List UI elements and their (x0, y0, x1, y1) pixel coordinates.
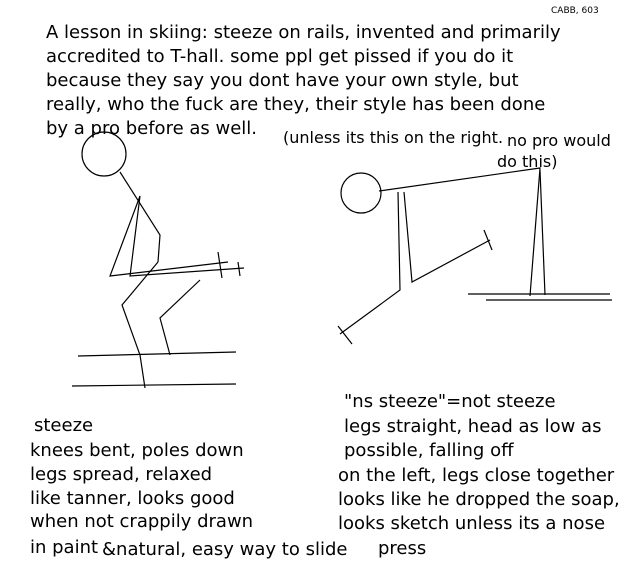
left-stick-figure (72, 132, 244, 388)
left-caption-tail: &natural, easy way to slide (102, 539, 348, 560)
left-figure-arm-back (130, 196, 244, 276)
right-figure-ski-right (484, 230, 492, 250)
aside-part-3: do this) (497, 152, 558, 171)
left-figure-leg-right (160, 280, 200, 355)
left-caption-line-6: in paint (30, 537, 99, 558)
left-caption-line-3: legs spread, relaxed (30, 464, 213, 485)
right-caption-line-3: possible, falling off (344, 440, 514, 461)
right-stick-figure (338, 168, 612, 344)
right-figure-leg-left (340, 192, 400, 334)
signature: CABB, 603 (551, 6, 599, 16)
aside-part-2: no pro would (507, 131, 611, 150)
left-figure-ski-2 (72, 384, 236, 386)
intro-line-1: A lesson in skiing: steeze on rails, invented and primarily (46, 22, 561, 43)
right-caption-line-7: press (378, 538, 427, 559)
right-caption-line-4: on the left, legs close together (338, 465, 615, 486)
right-caption-line-5: looks like he dropped the soap, (338, 489, 620, 510)
left-caption-line-2: knees bent, poles down (30, 440, 244, 461)
intro-line-5: by a pro before as well. (46, 118, 258, 139)
right-figure-ski-left (338, 326, 352, 344)
intro-line-3: because they say you dont have your own style, but (46, 70, 519, 91)
intro-line-4: really, who the fuck are they, their style has been done (46, 94, 546, 115)
right-figure-head (341, 173, 381, 213)
left-caption-line-5: when not crappily drawn (30, 511, 254, 532)
left-caption-line-1: steeze (34, 415, 94, 436)
left-figure-arm-front (110, 196, 228, 276)
right-figure-back-and-arm (379, 168, 540, 296)
right-caption-line-1: "ns steeze"=not steeze (344, 391, 556, 412)
right-caption-line-2: legs straight, head as low as (344, 416, 602, 437)
right-figure-leg-right (404, 192, 490, 282)
right-caption-line-6: looks sketch unless its a nose (338, 513, 606, 534)
intro-line-2: accredited to T-hall. some ppl get pissed if you do it (46, 46, 514, 67)
left-figure-pole-1 (218, 252, 222, 278)
right-figure-pole (540, 170, 545, 295)
aside-part-1: (unless its this on the right. (283, 128, 504, 147)
left-figure-ski-1 (78, 352, 236, 356)
left-caption-line-4: like tanner, looks good (30, 488, 235, 509)
left-figure-leg-left (122, 262, 158, 388)
left-figure-torso (120, 172, 160, 262)
